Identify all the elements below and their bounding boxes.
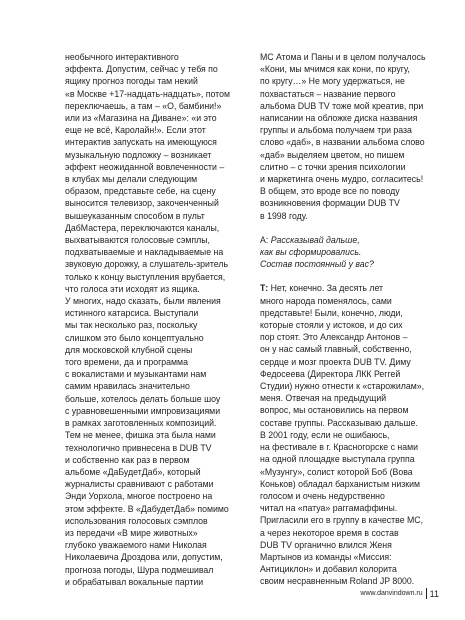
text-line: и обрабатывал вокальные партии — [65, 576, 204, 587]
text-line: этом эффекте. В «ДабудетДаб» помимо — [65, 503, 229, 514]
text-line: слишком это было концептуально — [65, 332, 204, 343]
left-column — [65, 51, 250, 588]
text-line: Энди Уорхола, многое построено на — [65, 491, 213, 502]
text-line: написании на обложке диска названия — [260, 113, 418, 124]
text-line: Николаевича Дроздова или, допустим, — [65, 552, 223, 563]
text-line: подхватываемые и накладываемые на — [65, 247, 224, 258]
answer-line: пор стоят. Это Александр Антонов – — [260, 332, 408, 343]
text-line: выносится телевизор, закоченченный — [65, 198, 219, 209]
site-url: www.danvindown.ru — [360, 590, 423, 597]
text-line: или из «Магазина на Диване»: «и это — [65, 113, 217, 124]
text-line: эффект неожиданной вовлеченности – — [65, 161, 225, 172]
right-column-text — [260, 51, 445, 222]
text-line: МС Атома и Паны и в целом получалось — [260, 52, 426, 62]
text-line: с уравновешенными импровизациями — [65, 405, 221, 416]
text-line: для московской клубной сцены — [65, 344, 193, 355]
text-line: только к концу выступления врубается, — [65, 271, 226, 282]
text-line: еще не всё, Каролайн!». Если этот — [65, 125, 206, 136]
answer-line: он у нас самый главный, собственно, — [260, 344, 412, 355]
answer-line: а через некоторое время в состав — [260, 527, 399, 538]
text-line: эффекта. Допустим, сейчас у тебя по — [65, 64, 218, 75]
answer-line: Антициклон» и добавил колорита — [260, 564, 397, 575]
answer-line: Мартынов из команды «Миссия: — [260, 551, 392, 562]
answer-line: представьте! Были, конечно, люди, — [260, 307, 403, 318]
text-line: возникновения формации DUB TV — [260, 198, 400, 209]
text-line: слово «даб», в названии альбома слово — [260, 137, 425, 148]
text-line: ящику прогноз погоды там некий — [65, 76, 198, 87]
answer-line: Коньков) обладал барханистым низким — [260, 478, 420, 489]
answer-line: голосом и очень недурственно — [260, 490, 385, 501]
page-footer — [360, 588, 439, 599]
text-line: «в Москве +17-надцать-надцать», потом — [65, 88, 230, 99]
answer-line: своим несравненным Roland JP 8000. — [260, 576, 415, 587]
text-line: истинного катарсиса. Выступали — [65, 308, 199, 319]
text-line: самим нравилась значительно — [65, 381, 190, 392]
question-line: как вы сформировались. — [260, 247, 362, 258]
footer-divider — [426, 588, 427, 599]
text-line: альбома DUB TV тоже мой креатив, при — [260, 100, 424, 111]
text-line: использования голосовых сэмплов — [65, 515, 208, 526]
answer-line: «Музунгу», солист которой Боб (Вова — [260, 466, 413, 477]
answer-line: которые стояли у истоков, и до сих — [260, 320, 403, 331]
text-line: мы так несколько раз, поскольку — [65, 320, 198, 331]
text-line: В общем, это вроде все по поводу — [260, 186, 400, 197]
answer-line: читал на «патуа» раггамаффины. — [260, 503, 398, 514]
text-line: «Кони, мы мчимся как кони, по кругу, — [260, 64, 410, 75]
answer-line: составе группы. Рассказываю дальше. — [260, 417, 418, 428]
text-line: слитно – с точки зрения психологии — [260, 161, 406, 172]
text-line: похвастаться – название первого — [260, 88, 396, 99]
question-line: Рассказывай дальше, — [270, 234, 360, 245]
text-line: глубоко уважаемого нами Николая — [65, 540, 207, 551]
text-line: переключаешь, а там – «О, бамбини!» — [65, 100, 222, 111]
question-line: Состав постоянный у вас? — [260, 259, 374, 270]
text-line: больше, хотелось делать больше шоу — [65, 393, 221, 404]
answer-line: Пригласили его в группу в качестве МС, — [260, 515, 424, 526]
answer-label: Т: — [260, 283, 269, 294]
text-line: звуковую дорожку, а слушатель-зритель — [65, 259, 229, 270]
text-line: в рамках заготовленных композиций. — [65, 418, 217, 429]
question-label: A: — [260, 234, 269, 245]
interview-answer — [260, 282, 445, 587]
text-line: ДабМастера, переключаются каналы, — [65, 222, 220, 233]
page-number: 11 — [429, 588, 439, 599]
text-line: и маркетинга очень мудро, согласитесь! — [260, 174, 424, 185]
text-line: из передачи «В мире животных» — [65, 527, 198, 538]
interview-question — [260, 234, 445, 271]
text-line: выхватываются голосовые сэмплы, — [65, 235, 210, 246]
answer-line: вопрос, мы остановились на первом — [260, 405, 409, 416]
text-line: музыкальную подложку – возникает — [65, 149, 212, 160]
text-line: интерактив запускать на имеющуюся — [65, 137, 217, 148]
text-line: необычного интерактивного — [65, 52, 179, 62]
text-line: У многих, надо сказать, были явления — [65, 296, 221, 307]
answer-line: Федосеева (Директора ЛКК Реггей — [260, 368, 401, 379]
answer-line: на одной площадке выступала группа — [260, 454, 415, 465]
text-line: «даб» выделяем цветом, но пишем — [260, 149, 405, 160]
text-line: и собственно как раз в первом — [65, 454, 190, 465]
answer-line: Студии) нужно отнести к «старожилам», — [260, 381, 425, 392]
text-line: журналисты сравнивают с работами — [65, 479, 214, 490]
text-line: что голоса эти исходят из ящика. — [65, 283, 200, 294]
text-line: образом, представьте себе, на сцену — [65, 186, 216, 197]
text-line: альбоме «ДаБудетДаб», который — [65, 466, 201, 477]
text-line: прогноза погоды, Шура подмешивал — [65, 564, 214, 575]
text-line: в 1998 году. — [260, 210, 308, 221]
text-line: в клубах мы делали следующим — [65, 174, 198, 185]
text-line: того времени, да и программа — [65, 357, 188, 368]
answer-line: сердце и мозг проекта DUB TV. Диму — [260, 356, 411, 367]
text-line: группы и альбома получаем три раза — [260, 125, 412, 136]
text-line: вышеуказанным способом в пульт — [65, 210, 205, 221]
text-line: по кругу…» Не могу удержаться, не — [260, 76, 405, 87]
text-line: технологично привнесена в DUB TV — [65, 442, 212, 453]
right-column — [260, 51, 445, 588]
answer-line: много народа поменялось, сами — [260, 295, 392, 306]
text-line: с вокалистами и музыкантами нам — [65, 369, 207, 380]
answer-line: на фестивале в г. Красногорске с нами — [260, 442, 418, 453]
text-line: Тем не менее, фишка эта была нами — [65, 430, 216, 441]
answer-line: Нет, конечно. За десять лет — [270, 283, 384, 294]
answer-line: DUB TV органично влился Женя — [260, 539, 392, 550]
answer-line: В 2001 году, если не ошибаюсь, — [260, 429, 390, 440]
answer-line: меня. Отвечая на предыдущий — [260, 393, 387, 404]
